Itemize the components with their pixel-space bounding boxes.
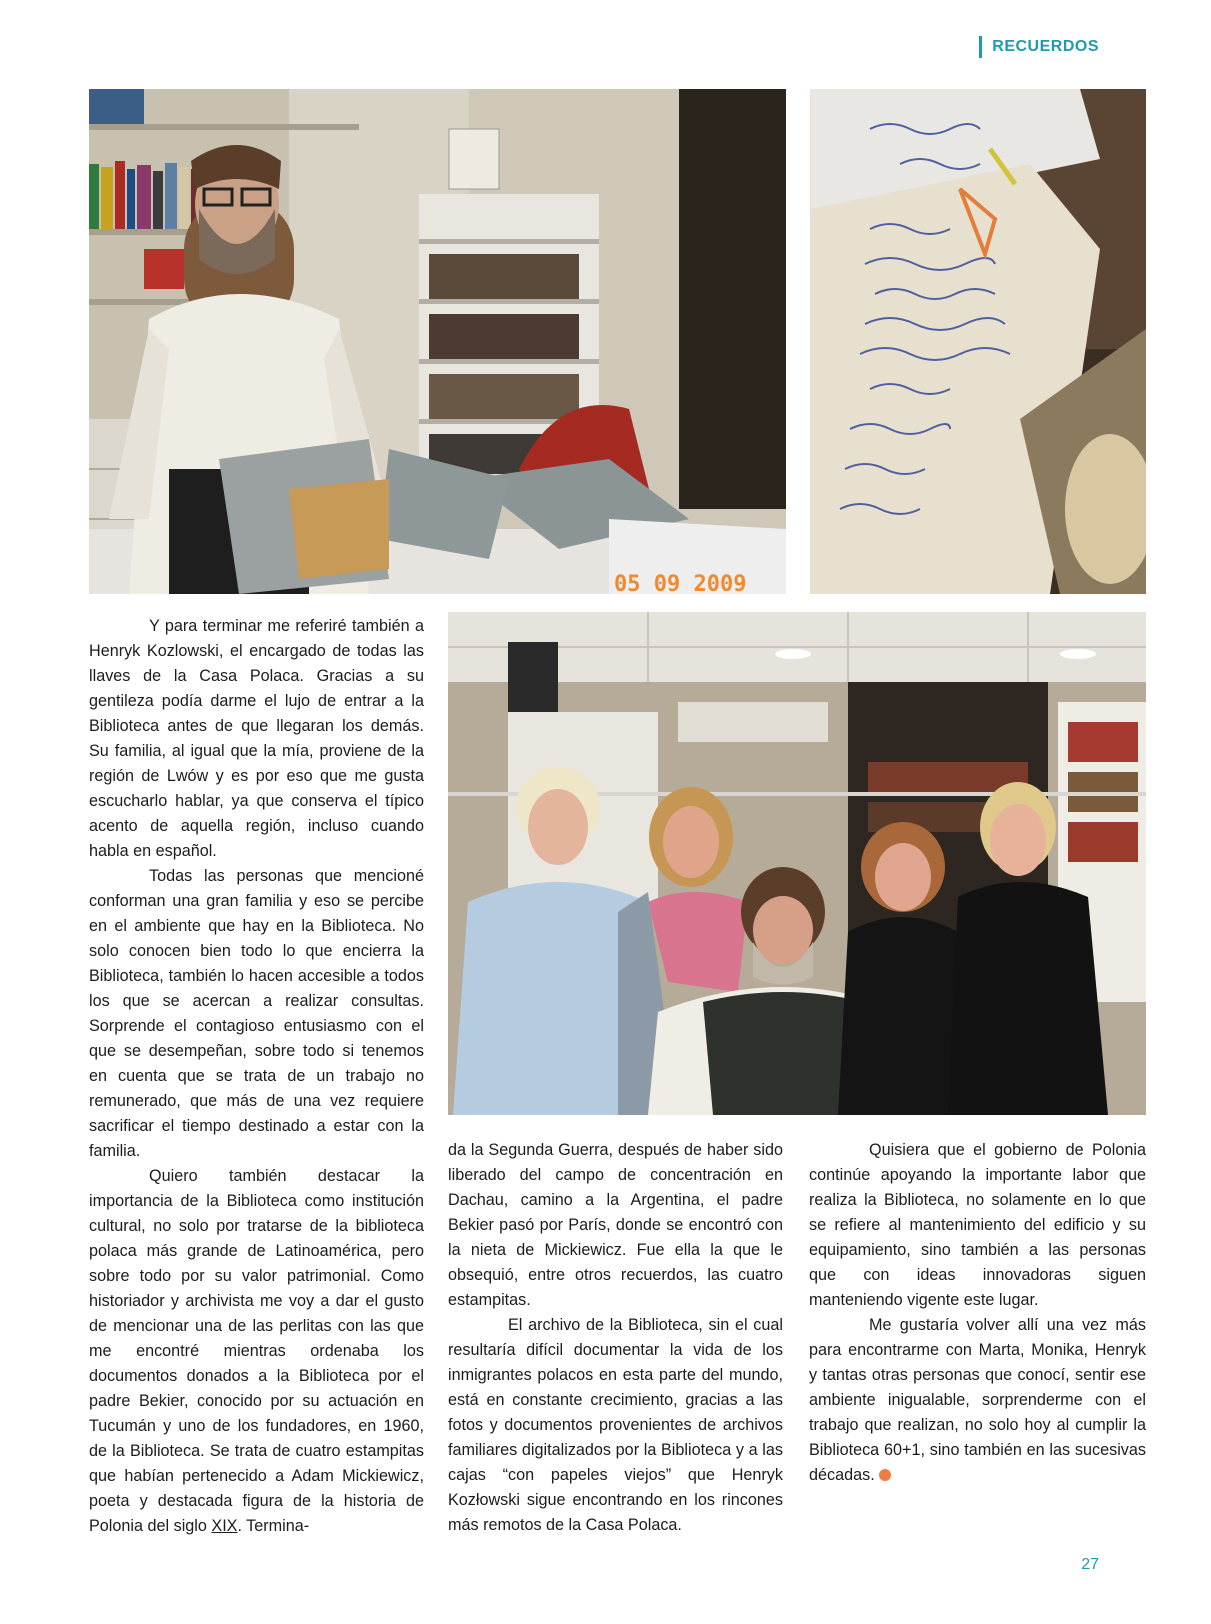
text-column-left [89, 614, 424, 1539]
paragraph-text: . Termina- [237, 1517, 310, 1535]
page-number: 27 [1081, 1556, 1099, 1573]
paragraph [89, 1164, 424, 1539]
photo-group-library [448, 612, 1146, 1115]
photo-handwritten-notes [810, 89, 1146, 594]
section-divider-bar [979, 36, 982, 58]
paragraph: Y para terminar me referiré también a Henryk Kozlowski, el encargado de todas las llaves de la Casa Polaca. Gracias a su gentileza podía darme el lujo de entrar a la Biblioteca antes de que llegaran los demás. Su familia, al igual que la mía, proviene de la región de Lwów y es por eso que me gusta escucharlo hablar, ya que conserva el típico acento de aquella región, incluso cuando habla en español. [89, 617, 424, 860]
paragraph [809, 1313, 1146, 1488]
roman-numeral: XIX [211, 1517, 238, 1535]
paragraph-text: Me gustaría volver allí una vez más para encontrarme con Marta, Monika, Henryk y tantas otras personas que conocí, sentir ese ambiente inigualable, sorprenderme con el trabajo que realizan, no solo hoy al cumplir la Biblioteca 60+1, sino también en las sucesivas décadas. [809, 1316, 1146, 1484]
text-column-right [809, 1138, 1146, 1488]
section-tag [979, 36, 1099, 58]
paragraph: Quisiera que el gobierno de Polonia continúe apoyando la importante labor que realiza la Biblioteca, no solamente en lo que se refiere al mantenimiento del edificio y su equipamiento, sino también a las personas que con ideas innovadoras siguen manteniendo vigente este lugar. [809, 1141, 1146, 1309]
paragraph-text: Quiero también destacar la importancia de la Biblioteca como institución cultural, no solo por tratarse de la biblioteca polaca más grande de Latinoamérica, pero sobre todo por su valor patrimonial. Como historiador y archivista me voy a dar el gusto de mencionar una de las perlitas con las que me encontré mientras ordenaba los documentos donados a la Biblioteca por el padre Bekier, conocido por su actuación en Tucumán y uno de los fundadores, en 1960, de la Biblioteca. Se trata de cuatro estampitas que habían pertenecido a Adam Mickiewicz, poeta y destacada figura de la historia de Polonia del siglo [89, 1167, 424, 1535]
svg-text:05 09 2009: 05 09 2009 [614, 572, 747, 594]
paragraph: Todas las personas que mencioné conforman una gran familia y eso se percibe en el ambiente que hay en la Biblioteca. No solo conocen bien todo lo que encierra la Biblioteca, también lo hacen accesible a todos los que se acercan a realizar consultas. Sorprende el contagioso entusiasmo con el que se desempeñan, sobre todo si tenemos en cuenta que se trata de un trabajo no remunerado, que más de una vez requiere sacrificar el tiempo destinado a estar con la familia. [89, 867, 424, 1160]
end-of-article-icon [879, 1469, 891, 1481]
paragraph: El archivo de la Biblioteca, sin el cual resultaría difícil documentar la vida de los inmigrantes polacos en esta parte del mundo, está en constante crecimiento, gracias a las fotos y documentos provenientes de archivos familiares digitalizados por la Biblioteca y a las cajas “con papeles viejos” que Henryk Kozłowski sigue encontrando en los rincones más remotos de la Casa Polaca. [448, 1316, 783, 1534]
text-column-middle [448, 1138, 783, 1538]
paragraph: da la Segunda Guerra, después de haber sido liberado del campo de concentración en Dachau, camino a la Argentina, el padre Bekier pasó por París, donde se encontró con la nieta de Mickiewicz. Fue ella la que le obsequió, entre otros recuerdos, las cuatro estampitas. [448, 1141, 783, 1309]
section-label: RECUERDOS [992, 38, 1099, 55]
photo-man-archive [89, 89, 786, 594]
